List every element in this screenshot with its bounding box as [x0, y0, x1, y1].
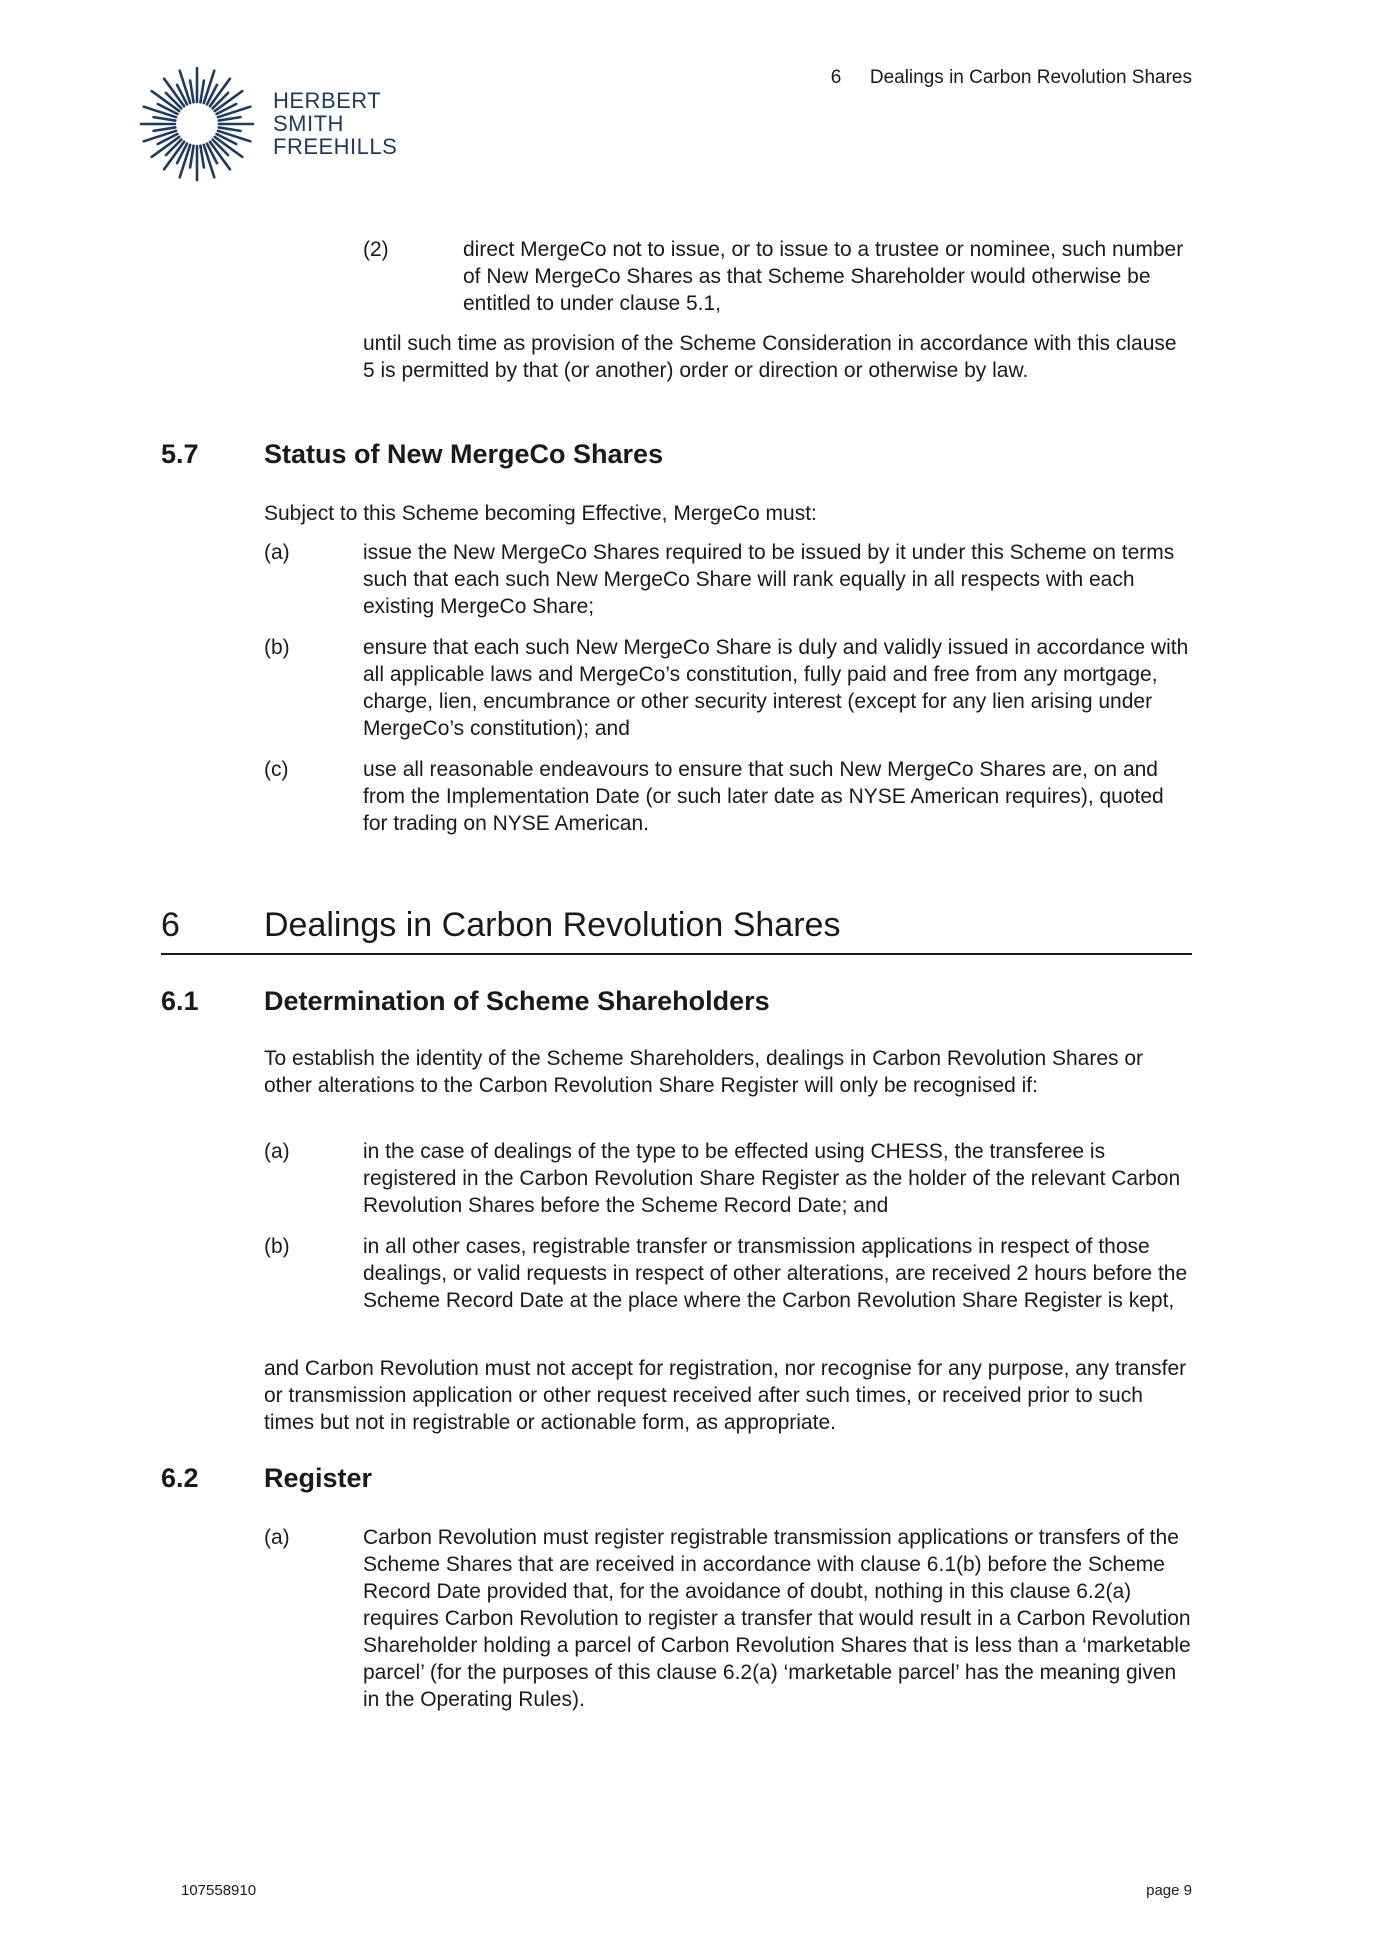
section-number-6-1: 6.1: [161, 986, 199, 1016]
item-text-a: in the case of dealings of the type to be effected using CHESS, the transferee is registered in the Carbon Revolution Share Register as the holder of the relevant Carbon Revolution Shares before the Scheme Record Date; and: [363, 1140, 1181, 1217]
chapter-number-6: 6: [161, 906, 180, 944]
running-header-number: 6: [830, 67, 842, 88]
item-label-a: (a): [264, 1526, 290, 1549]
section-intro-6-1: To establish the identity of the Scheme Shareholders, dealings in Carbon Revolution Shares or other alterations to the Carbon Revolution Share Register will only be recognised if:: [264, 1047, 1144, 1097]
item-text: direct MergeCo not to issue, or to issue to a trustee or nominee, such number of New MergeCo Shares as that Scheme Shareholder would otherwise be entitled to under clause 5.1,: [463, 238, 1184, 315]
logo-ray: [219, 117, 241, 120]
logo-line-3: FREEHILLS: [273, 134, 398, 159]
running-header-title: Dealings in Carbon Revolution Shares: [869, 67, 1192, 88]
logo-line-2: SMITH: [273, 111, 344, 136]
logo-text: [273, 89, 397, 158]
section-number-6-2: 6.2: [161, 1463, 199, 1493]
item-text-b: ensure that each such New MergeCo Share is duly and validly issued in accordance with all applicable laws and MergeCo’s constitution, fully paid and free from any mortgage, charge, lien, encumbrance or other security interest (except for any lien arising under MergeCo’s constitution); and: [363, 636, 1189, 740]
section-title-6-2: Register: [264, 1463, 373, 1493]
section-title-6-1: Determination of Scheme Shareholders: [264, 986, 770, 1016]
logo-ray: [190, 146, 193, 168]
item-text-a: issue the New MergeCo Shares required to be issued by it under this Scheme on terms such that each such New MergeCo Share will rank equally in all respects with each existing MergeCo Share;: [363, 541, 1175, 618]
item-text-a: Carbon Revolution must register registrable transmission applications or transfers of the Scheme Shares that are received in accordance with clause 6.1(b) before the Scheme Record Date provided that, for the avoidance of doubt, nothing in this clause 6.2(a) requires Carbon Revolution to register a transfer that would result in a Carbon Revolution Shareholder holding a parcel of Carbon Revolution Shares that is less than a ‘marketable parcel’ (for the purposes of this clause 6.2(a) ‘marketable parcel’ has the meaning given in the Operating Rules).: [363, 1526, 1191, 1711]
item-label-b: (b): [264, 636, 290, 659]
section-title-5-7: Status of New MergeCo Shares: [264, 439, 664, 469]
item-text-c: use all reasonable endeavours to ensure that such New MergeCo Shares are, on and from the Implementation Date (or such later date as NYSE American requires), quoted for trading on NYSE American.: [363, 758, 1164, 835]
item-label-c: (c): [264, 758, 289, 781]
item-text-b: in all other cases, registrable transfer or transmission applications in respect of those dealings, or valid requests in respect of other alterations, are received 2 hours before the Scheme Record Date at the place where the Carbon Revolution Share Register is kept,: [363, 1235, 1188, 1312]
page-number: page 9: [1146, 1882, 1192, 1899]
logo-ray: [219, 127, 241, 130]
logo-ray: [154, 127, 176, 130]
logo-ray: [200, 146, 203, 168]
logo-ray: [154, 117, 176, 120]
logo-ray: [190, 81, 193, 103]
document-number: 107558910: [181, 1882, 257, 1899]
running-header: [790, 66, 1192, 90]
item-label: (2): [363, 238, 389, 261]
chapter-divider: [161, 953, 1192, 955]
starburst-logo-icon: [136, 63, 258, 185]
firm-logo: [136, 63, 416, 183]
section-number-5-7: 5.7: [161, 439, 199, 469]
chapter-title-6: Dealings in Carbon Revolution Shares: [264, 906, 841, 944]
paragraph-until: until such time as provision of the Scheme Consideration in accordance with this clause 5 is permitted by that (or another) order or direction or otherwise by law.: [363, 332, 1177, 382]
item-label-a: (a): [264, 1140, 290, 1163]
item-label-a: (a): [264, 541, 290, 564]
item-label-b: (b): [264, 1235, 290, 1258]
section-intro-5-7: Subject to this Scheme becoming Effective, MergeCo must:: [264, 502, 817, 525]
logo-line-1: HERBERT: [273, 88, 382, 113]
section-closing-6-1: and Carbon Revolution must not accept for registration, nor recognise for any purpose, any transfer or transmission application or other request received after such times, or received prior to such times but not in registrable or actionable form, as appropriate.: [264, 1357, 1187, 1434]
logo-ray: [200, 81, 203, 103]
